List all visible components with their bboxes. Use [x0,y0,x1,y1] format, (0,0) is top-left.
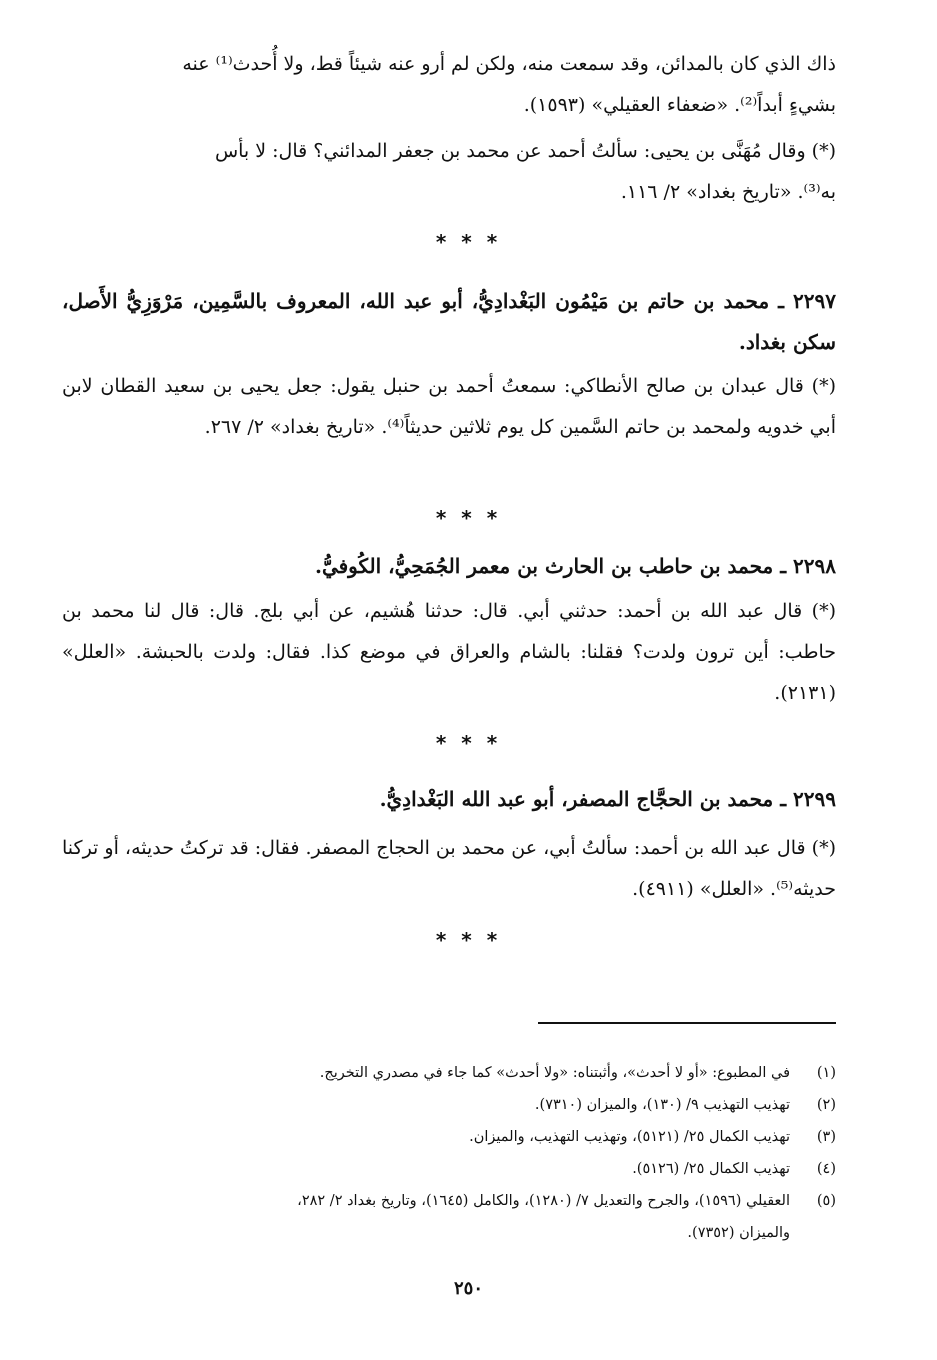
footnote-number: (٥) [816,1193,836,1209]
footnote-divider [538,1022,836,1024]
mhanna-note-line-1: (*) وقال مُهَنَّى بن يحيى: سألتُ أحمد عن محمد بن جعفر المدائني؟ قال: لا بأس [214,140,836,162]
section-separator: * * * [435,731,502,755]
entry-body-2298: (*) قال عبد الله بن أحمد: حدثني أبي. قال: حدثنا هُشيم، عن أبي بلج. قال: قال لنا محمد بن حاطب: أين ترون ولدت؟ فقلنا: بالشام والعراق في موضع كذا. فقال: ولدت بالحبشة. «العلل» (٢١٣١). [62,600,836,704]
footnote-text: تهذيب التهذيب ٩/ (١٣٠)، والميزان (٧٣١٠). [534,1097,790,1113]
footnote-5 [62,1185,836,1249]
intro-line-2: بشيءٍ أبداً⁽²⁾. «ضعفاء العقيلي» (١٥٩٣). [523,94,836,116]
section-separator: * * * [435,506,502,530]
footnote-text: العقيلي (١٥٩٦)، والجرح والتعديل ٧/ (١٢٨٠)، والكامل (١٦٤٥)، وتاريخ بغداد ٢/ ٢٨٢، [297,1193,790,1209]
entry-heading-2299: ٢٢٩٩ ـ محمد بن الحجَّاج المصفر، أبو عبد الله البَغْدادِيُّ. [379,787,836,811]
mhanna-note-line-2: به⁽³⁾. «تاريخ بغداد» ٢/ ١١٦. [620,181,836,203]
footnote-2 [62,1089,836,1121]
intro-line-1: ذاك الذي كان بالمدائن، وقد سمعت منه، ولكن لم أرو عنه شيئاً قط، ولا أُحدث⁽¹⁾ عنه [182,53,836,75]
footnote-number: (١) [816,1065,836,1081]
footnote-number: (٣) [816,1129,836,1145]
entry-body-2297: (*) قال عبدان بن صالح الأنطاكي: سمعتُ أحمد بن حنبل يقول: جعل يحيى بن سعيد القطان لابن أبي خدويه ولمحمد بن حاتم السَّمين كل يوم ثلاثين حديثاً⁽⁴⁾. «تاريخ بغداد» ٢/ ٢٦٧. [62,375,836,438]
footnote-number: (٤) [816,1161,836,1177]
entry-body-2299: (*) قال عبد الله بن أحمد: سألتُ أبي، عن محمد بن الحجاج المصفر. فقال: قد تركتُ حديثه، أو تركنا حديثه⁽⁵⁾. «العلل» (٤٩١١). [62,837,836,900]
entry-heading-2298: ٢٢٩٨ ـ محمد بن حاطب بن الحارث بن معمر الجُمَحِيُّ، الكُوفيُّ. [314,554,836,578]
section-separator: * * * [435,230,502,254]
footnote-text: في المطبوع: «أو لا أحدث»، وأثبتناه: «ولا أحدث» كما جاء في مصدري التخريج. [319,1065,790,1081]
footnote-number: (٢) [816,1097,836,1113]
entry-heading-2297: ٢٢٩٧ ـ محمد بن حاتم بن مَيْمُون البَغْدادِيُّ، أبو عبد الله، المعروف بالسَّمِين، مَرْوَزِيُّ الأَصل، سكن بغداد. [62,289,836,354]
footnote-3 [62,1121,836,1153]
section-separator: * * * [435,928,502,952]
intro-paragraph [62,44,836,126]
footnote-text: تهذيب الكمال ٢٥/ (٥١٢٦). [632,1161,790,1177]
footnote-continuation: والميزان (٧٣٥٢). [687,1225,790,1241]
footnote-4 [62,1153,836,1185]
footnote-1 [62,1057,836,1089]
page-number: ٢٥٠ [453,1278,483,1299]
mhanna-note [62,131,836,213]
footnote-text: تهذيب الكمال ٢٥/ (٥١٢١)، وتهذيب التهذيب، والميزان. [469,1129,790,1145]
